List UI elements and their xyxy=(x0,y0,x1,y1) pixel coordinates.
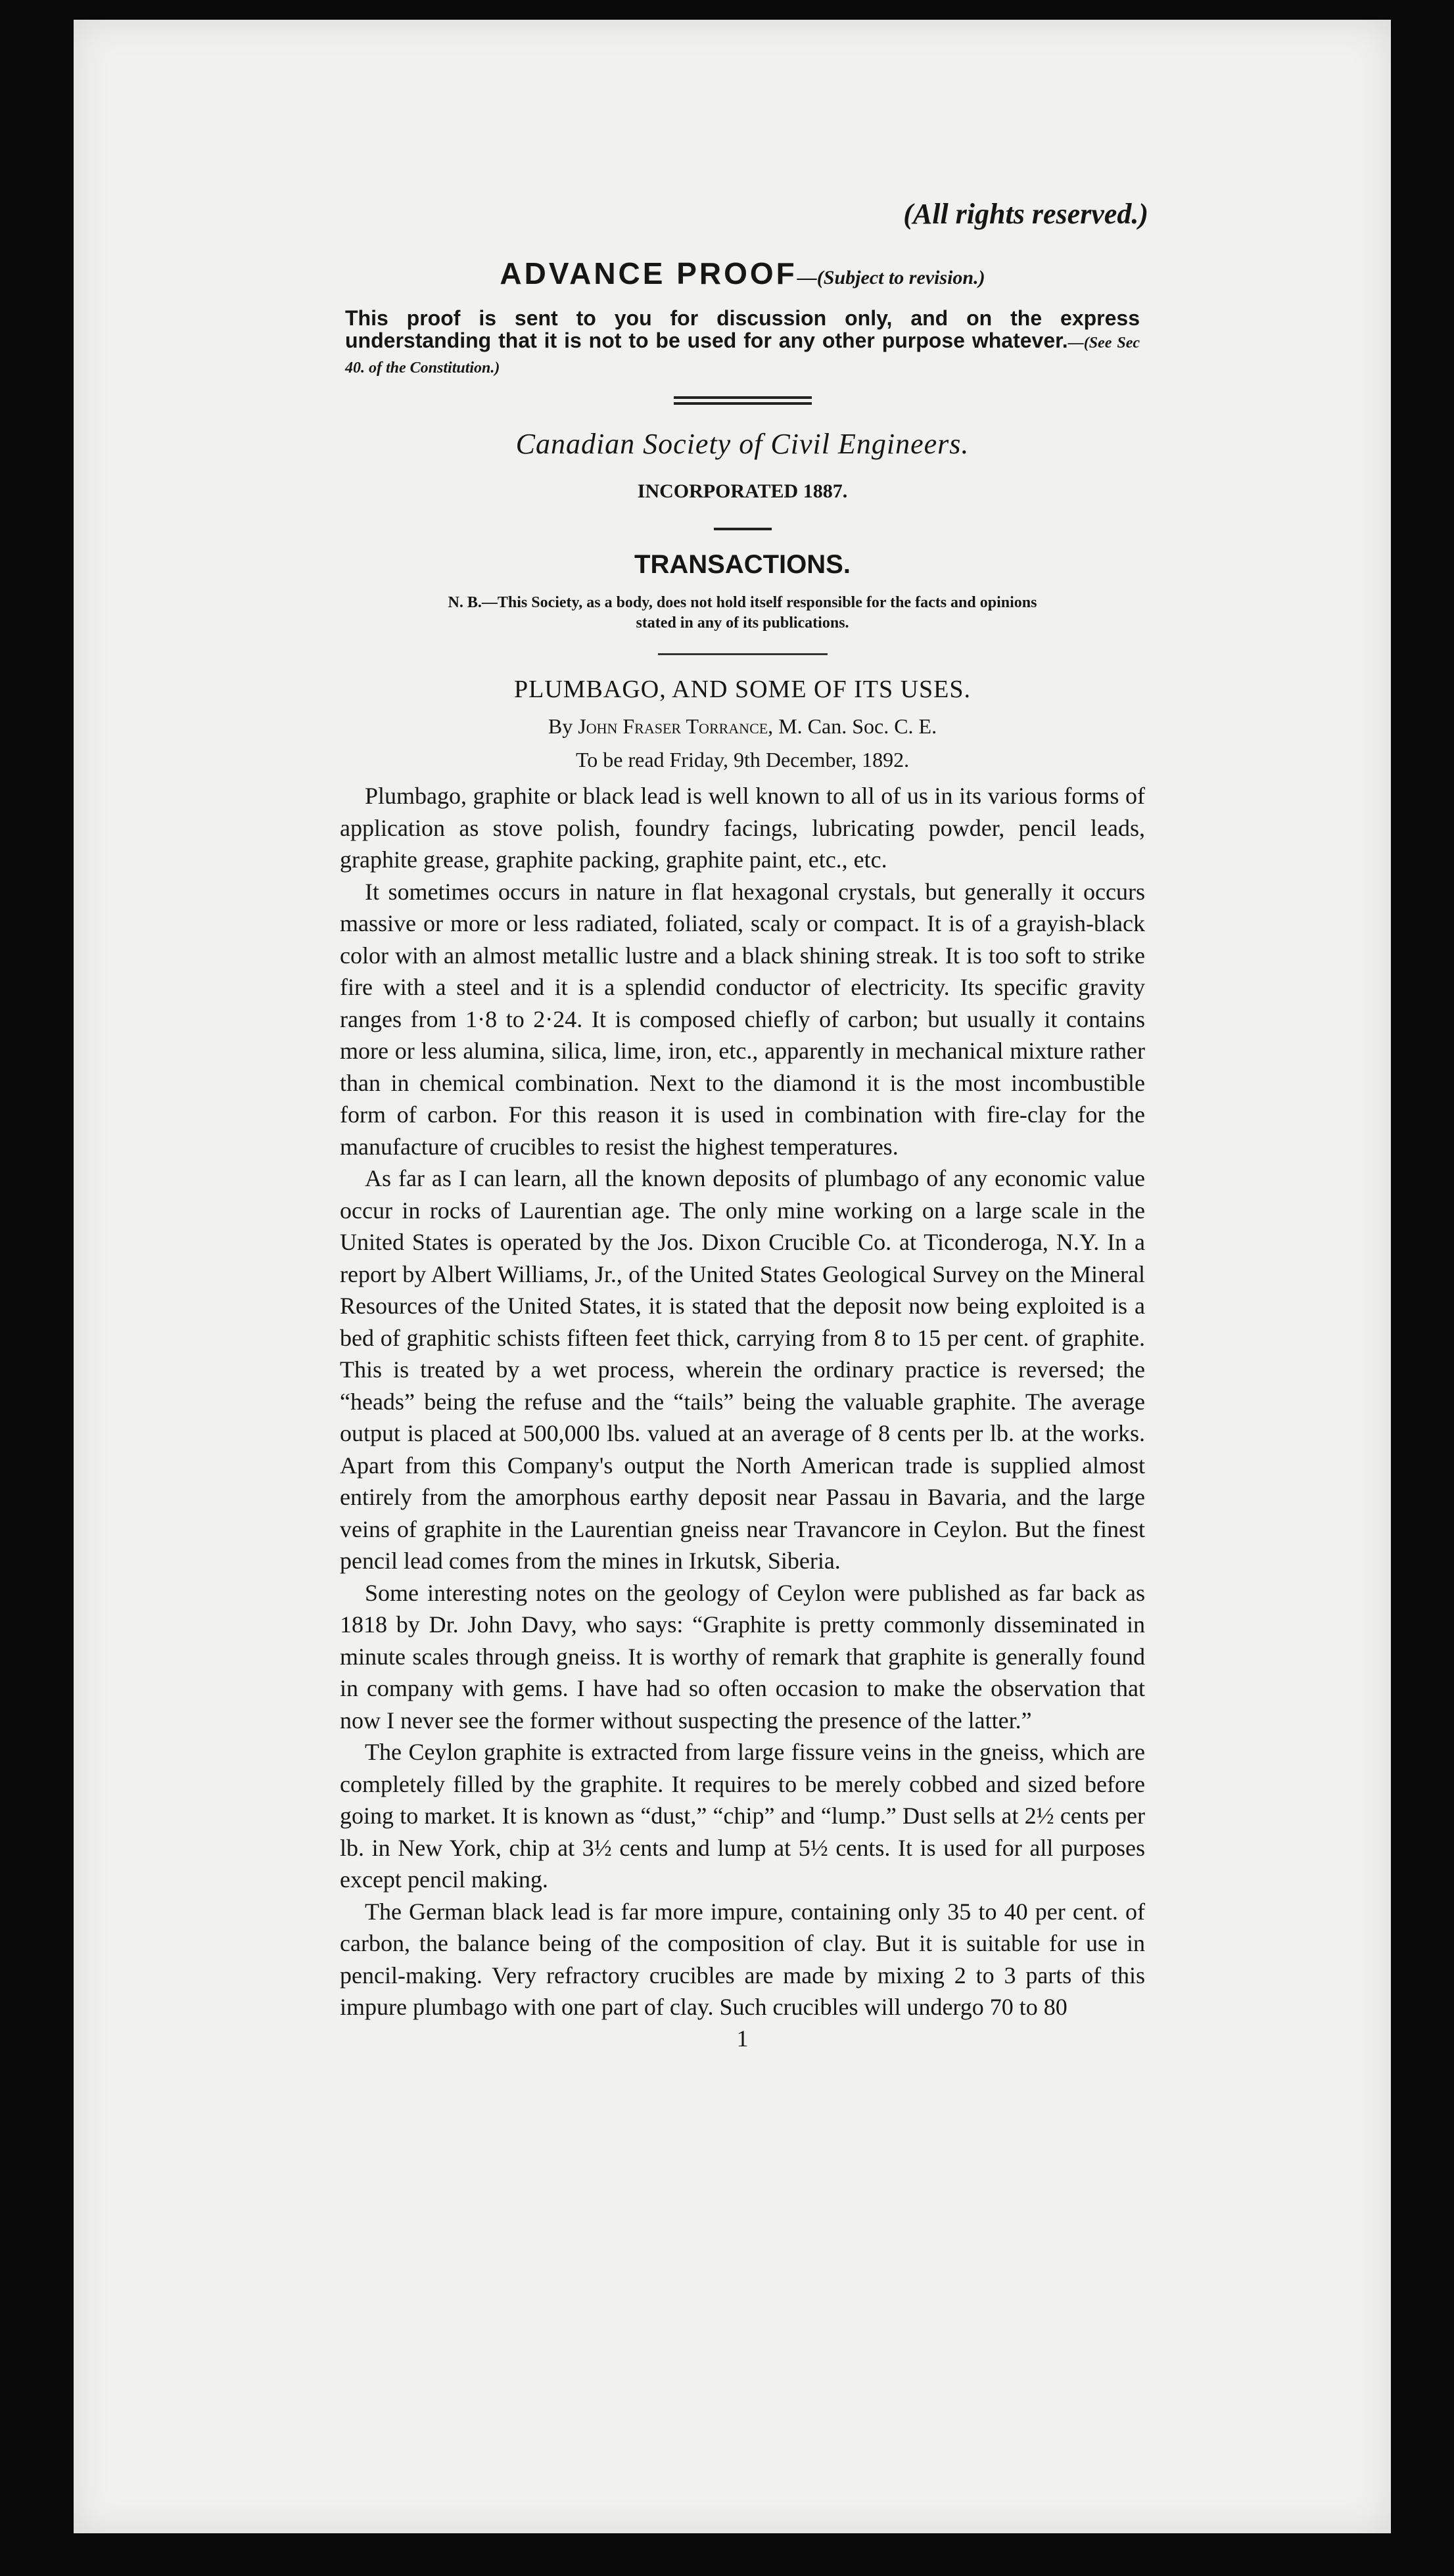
paper-body xyxy=(340,780,1145,2023)
paper-author xyxy=(340,714,1145,739)
advance-proof-title: ADVANCE PROOF xyxy=(500,256,797,290)
rights-reserved: (All rights reserved.) xyxy=(903,198,1148,230)
document-page xyxy=(74,20,1391,2533)
nb-line-2: stated in any of its publications. xyxy=(636,614,849,632)
page-number: 1 xyxy=(736,2025,749,2052)
paragraph: As far as I can learn, all the known deposits of plumbago of any economic value occur in rocks of Laurentian age. The only mine working on a large scale in the United States is operated by the Jos. Dixon Crucible Co. at Ticonderoga, N.Y. In a report by Albert Williams, Jr., of the United States Geological Survey on the Mineral Resources of the United States, it is stated that the deposit now being exploited is a bed of graphitic schists fifteen feet thick, carrying from 8 to 15 per cent. of graphite. This is treated by a wet process, wherein the ordinary practice is reversed; the “heads” being the refuse and the “tails” being the valuable graphite. The average output is placed at 500,000 lbs. valued at an average of 8 cents per lb. at the works. Apart from this Company's output the North American trade is supplied almost entirely from the amorphous earthy deposit near Passau in Bavaria, and the large veins of graphite in the Laurentian gneiss near Travancore in Ceylon. But the finest pencil lead comes from the mines in Irkutsk, Siberia. xyxy=(340,1165,1145,1574)
paragraph: The Ceylon graphite is extracted from large fissure veins in the gneiss, which are completely filled by the graphite. It requires to be merely cobbed and sized before going to market. It is known as “dust,” “chip” and “lump.” Dust sells at 2½ cents per lb. in New York, chip at 3½ cents and lump at 5½ cents. It is used for all purposes except pencil making. xyxy=(340,1739,1145,1893)
read-date: To be read Friday, 9th December, 1892. xyxy=(575,748,910,771)
paragraph: The German black lead is far more impure, containing only 35 to 40 per cent. of carbon, the balance being of the composition of clay. But it is suitable for use in pencil-making. Very refractory crucibles are made by mixing 2 to 3 parts of this impure plumbago with one part of clay. Such crucibles will undergo 70 to 80 xyxy=(340,1898,1145,2020)
advance-proof-heading xyxy=(340,256,1145,291)
paragraph: It sometimes occurs in nature in flat hexagonal crystals, but generally it occurs massive or more or less radiated, foliated, scaly or compact. It is of a grayish-black color with an almost metallic lustre and a black shining streak. It is too soft to strike fire with a steel and it is a splendid conductor of electricity. Its specific gravity ranges from 1·8 to 2·24. It is composed chiefly of carbon; but usually it contains more or less alumina, silica, lime, iron, etc., apparently in mechanical mixture rather than in chemical combination. Next to the diamond it is the most incombustible form of carbon. For this reason it is used in combination with fire-clay for the manufacture of crucibles to resist the highest temperatures. xyxy=(340,878,1145,1160)
proof-notice-text: This proof is sent to you for discussion only, and on the express understanding that it is not to be used for any other purpose whatever. xyxy=(345,306,1140,352)
society-name: Canadian Society of Civil Engineers. xyxy=(515,428,970,460)
author-name: John Fraser Torrance, xyxy=(578,714,774,738)
paragraph: Plumbago, graphite or black lead is well known to all of us in its various forms of application as stove polish, foundry facings, lubricating powder, pencil leads, graphite grease, graphite packing, graphite paint, etc., etc. xyxy=(340,783,1145,873)
paragraph: Some interesting notes on the geology of Ceylon were published as far back as 1818 by Dr. John Davy, who says: “Graphite is pretty commonly disseminated in minute scales through gneiss. It is worthy of remark that graphite is generally found in company with gems. I have had so often occasion to make the observation that now I never see the former without suspecting the presence of the latter.” xyxy=(340,1579,1145,1734)
incorporated-line: INCORPORATED 1887. xyxy=(637,480,848,502)
proof-notice xyxy=(340,307,1145,379)
nb-line-1: N. B.—This Society, as a body, does not hold itself responsible for the facts and opinions xyxy=(448,594,1037,611)
nb-disclaimer xyxy=(340,593,1145,633)
proof-notice-ref: —(See Sec 40. of the Constitution.) xyxy=(345,334,1140,377)
advance-proof-subtitle: —(Subject to revision.) xyxy=(797,267,985,288)
double-rule xyxy=(674,396,812,405)
author-prefix: By xyxy=(548,714,573,738)
paper-title: PLUMBAGO, AND SOME OF ITS USES. xyxy=(513,676,972,703)
short-rule xyxy=(714,528,772,530)
page-content xyxy=(340,197,1148,2052)
transactions-heading: TRANSACTIONS. xyxy=(634,550,851,579)
author-suffix: M. Can. Soc. C. E. xyxy=(778,714,937,738)
section-rule xyxy=(658,653,828,655)
